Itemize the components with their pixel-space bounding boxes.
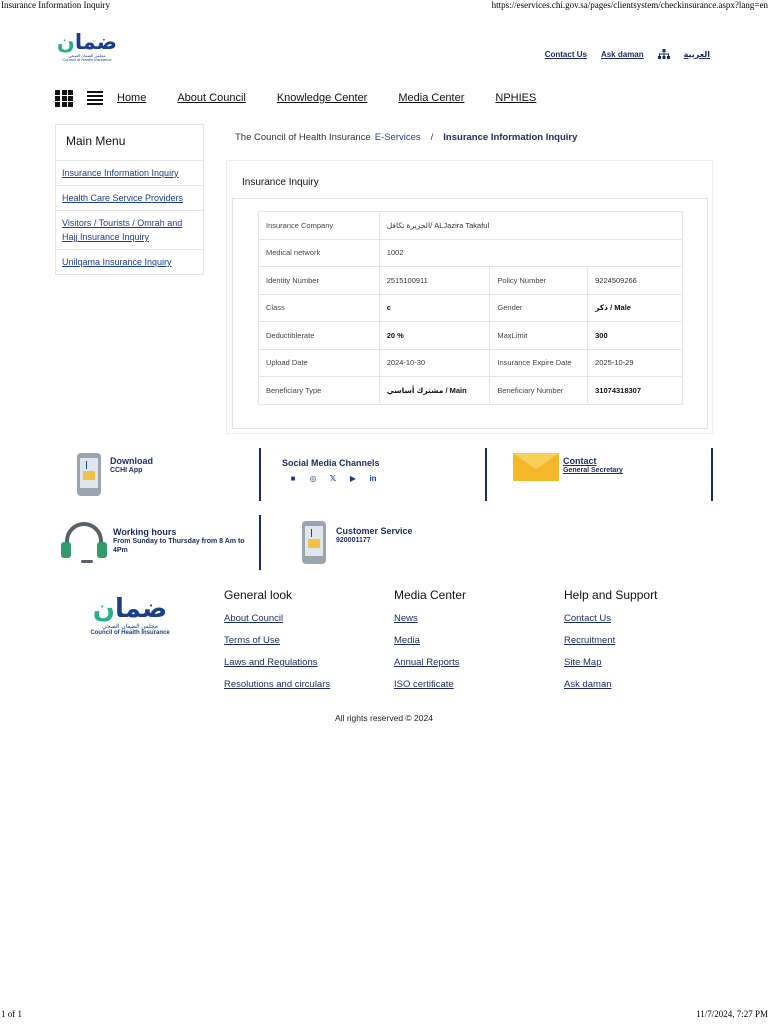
download-sub: CCHI App: [110, 467, 143, 474]
policy-value: 9224509266: [588, 267, 683, 295]
print-datetime: 11/7/2024, 7:27 PM: [696, 1009, 768, 1019]
headset-icon: [61, 520, 107, 564]
footer-link-terms[interactable]: Terms of Use: [224, 635, 280, 646]
nav-media-center[interactable]: Media Center: [398, 92, 465, 104]
footer-link-laws[interactable]: Laws and Regulations: [224, 657, 318, 668]
divider: [485, 448, 487, 501]
gender-label: Gender: [490, 294, 588, 322]
side-menu-item-insurance-inquiry[interactable]: Insurance Information Inquiry: [56, 161, 203, 186]
footer-logo-arabic-mark: ضمان: [92, 594, 168, 624]
table-row: [259, 294, 683, 322]
print-page-title: Insurance Information Inquiry: [1, 0, 110, 10]
breadcrumb: [235, 132, 577, 143]
footer-logo[interactable]: [86, 596, 174, 636]
breadcrumb-separator: /: [430, 132, 434, 143]
working-hours-block: [61, 520, 261, 564]
identity-label: Identity Number: [259, 267, 380, 295]
card-title: Insurance Inquiry: [242, 177, 319, 188]
footer-link-news[interactable]: News: [394, 613, 418, 624]
social-title: Social Media Channels: [282, 458, 380, 468]
footer-col1-title: General look: [224, 588, 293, 602]
menu-lines-icon[interactable]: [87, 91, 103, 105]
class-value: c: [379, 294, 490, 322]
beneficiary-type-value: مشترك أساسي / Main: [379, 377, 490, 405]
social-media-block: [282, 458, 380, 483]
hours-sub: From Sunday to Thursday from 8 Am to 4Pm: [113, 538, 245, 554]
breadcrumb-home[interactable]: The Council of Health Insurance: [235, 132, 371, 143]
footer-link-contact-us[interactable]: Contact Us: [564, 613, 611, 624]
footer-link-iso[interactable]: ISO certificate: [394, 679, 454, 690]
footer-link-media[interactable]: Media: [394, 635, 420, 646]
network-label: Medical network: [259, 239, 380, 267]
footer-logo-english: Council of Health Insurance: [90, 630, 170, 636]
company-label: Insurance Company: [259, 212, 380, 240]
print-url: https://eservices.chi.gov.sa/pages/clientsystem/checkinsurance.aspx?lang=en: [491, 0, 768, 10]
instagram-icon[interactable]: ◎: [309, 474, 317, 483]
arabic-language-link[interactable]: العربية: [683, 49, 710, 59]
envelope-icon: [513, 453, 559, 481]
insurance-info-table: [258, 211, 683, 405]
divider: [259, 515, 261, 570]
divider: [259, 448, 261, 501]
nav-knowledge-center[interactable]: Knowledge Center: [276, 92, 368, 104]
footer-col2-title: Media Center: [394, 588, 467, 602]
footer-col3-title: Help and Support: [564, 588, 658, 602]
footer-column-media: [394, 588, 466, 701]
expire-date-value: 2025-10-29: [588, 349, 683, 377]
deductible-value: 20 %: [379, 322, 490, 350]
nav-nphies[interactable]: NPHIES: [495, 92, 537, 104]
copyright: All rights reserved © 2024: [335, 713, 433, 723]
side-menu-item-unilqama[interactable]: Unilqama Insurance Inquiry: [62, 257, 172, 267]
beneficiary-number-value: 31074318307: [588, 377, 683, 405]
customer-service-phone-icon: [302, 521, 326, 564]
contact-us-link[interactable]: Contact Us: [544, 49, 587, 59]
download-title: Download: [110, 456, 153, 466]
logo-english: Council of Health Insurance: [62, 57, 112, 62]
footer-logo-arabic-sub: مجلس الضمان الصحي: [101, 624, 159, 630]
logo-arabic-sub: مجلس الضمان الصحي: [68, 53, 106, 58]
beneficiary-type-label: Beneficiary Type: [259, 377, 380, 405]
table-row: [259, 349, 683, 377]
table-row: [259, 239, 683, 267]
breadcrumb-current: Insurance Information Inquiry: [443, 132, 578, 143]
side-menu-title: Main Menu: [56, 125, 203, 161]
nav-about-council[interactable]: About Council: [177, 92, 246, 104]
maxlimit-value: 300: [588, 322, 683, 350]
service-number: 920001177: [336, 537, 371, 544]
breadcrumb-eservices[interactable]: E-Services: [374, 132, 421, 143]
policy-label: Policy Number: [490, 267, 588, 295]
network-value: 1002: [379, 239, 682, 267]
footer-column-general: [224, 588, 330, 701]
contact-title[interactable]: Contact: [563, 456, 597, 466]
inquiry-result-panel: [232, 198, 708, 429]
table-row: [259, 377, 683, 405]
upload-date-value: 2024-10-30: [379, 349, 490, 377]
beneficiary-number-label: Beneficiary Number: [490, 377, 588, 405]
footer-link-site-map[interactable]: Site Map: [564, 657, 602, 668]
hours-title: Working hours: [113, 527, 177, 537]
ask-daman-link[interactable]: Ask daman: [600, 49, 644, 59]
upload-date-label: Upload Date: [259, 349, 380, 377]
footer-link-ask-daman[interactable]: Ask daman: [564, 679, 612, 690]
identity-value: 2515100911: [379, 267, 490, 295]
side-menu-item-providers[interactable]: Health Care Service Providers: [56, 186, 203, 211]
site-logo[interactable]: [56, 32, 118, 62]
insurance-inquiry-card: [226, 160, 713, 434]
social-icons: [282, 474, 377, 483]
contact-block[interactable]: [513, 453, 623, 481]
divider: [711, 448, 713, 501]
service-title: Customer Service: [336, 526, 413, 536]
table-row: [259, 267, 683, 295]
deductible-label: Deductiblerate: [259, 322, 380, 350]
x-twitter-icon[interactable]: 𝕏: [329, 474, 337, 483]
apps-grid-icon[interactable]: [55, 90, 73, 106]
side-main-menu: [55, 124, 204, 275]
footer-link-about-council[interactable]: About Council: [224, 613, 284, 624]
print-header: [0, 0, 768, 12]
youtube-icon[interactable]: ▶: [349, 474, 357, 483]
expire-date-label: Insurance Expire Date: [490, 349, 588, 377]
contact-sub[interactable]: General Secretary: [563, 467, 623, 474]
facebook-icon[interactable]: ■: [290, 474, 296, 483]
linkedin-icon[interactable]: in: [369, 474, 377, 483]
table-row: [259, 322, 683, 350]
company-value: الجزيرة تكافل/ ALJazira Takaful: [379, 212, 682, 240]
side-menu-item-visitors[interactable]: Visitors / Tourists / Omrah and Hajj Insurance Inquiry: [56, 211, 203, 250]
top-utility-links: [545, 49, 710, 59]
print-page-number: 1 of 1: [1, 1009, 22, 1019]
footer-link-resolutions[interactable]: Resolutions and circulars: [224, 679, 331, 690]
download-app-block[interactable]: [77, 453, 153, 496]
main-navigation: [55, 89, 567, 107]
footer-link-recruitment[interactable]: Recruitment: [564, 635, 616, 646]
sitemap-icon[interactable]: [658, 49, 670, 59]
gender-value: ذكر / Male: [588, 294, 683, 322]
footer-link-annual-reports[interactable]: Annual Reports: [394, 657, 460, 668]
print-footer: [0, 1009, 768, 1021]
maxlimit-label: MaxLimit: [490, 322, 588, 350]
customer-service-block[interactable]: [302, 521, 413, 564]
footer-column-help: [564, 588, 657, 701]
table-row: [259, 212, 683, 240]
mobile-download-icon: [77, 453, 101, 496]
nav-home[interactable]: Home: [117, 92, 147, 104]
class-label: Class: [259, 294, 380, 322]
logo-arabic-mark: ضمان: [56, 30, 118, 54]
